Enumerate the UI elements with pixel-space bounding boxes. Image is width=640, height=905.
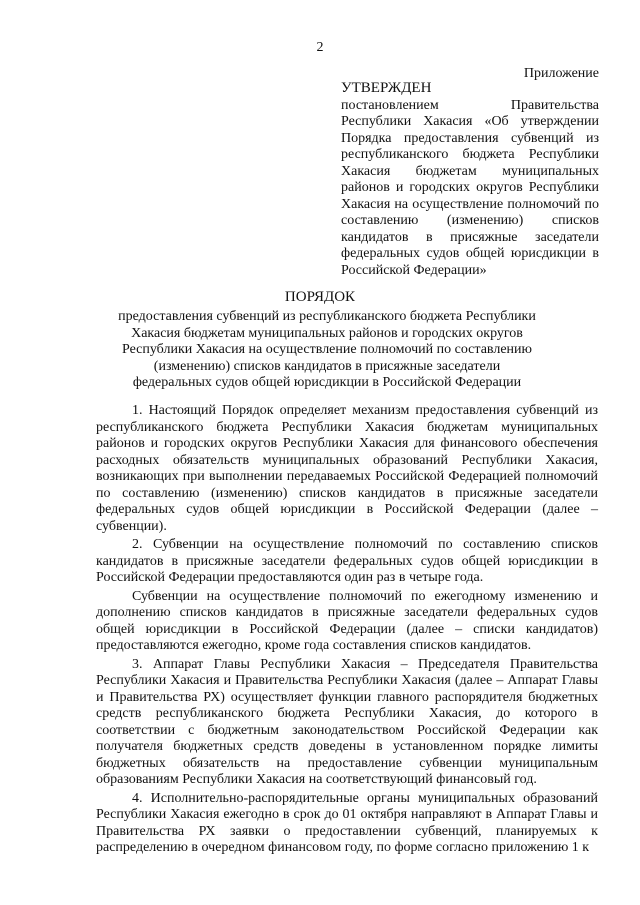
- paragraph-2-continued: Субвенции на осуществление полномочий по ежегодному изменению и дополнению списков кандидатов в присяжные заседатели федеральных судов общей юрисдикции в Российской Федерации (далее – списки кандидатов) предоставляются ежегодно, кроме года составления списков кандидатов.: [96, 588, 598, 653]
- appendix-label: Приложение: [523, 66, 599, 81]
- document-subtitle: предоставления субвенций из республиканского бюджета Республики Хакасия бюджетам муниципальных районов и городских округов Республики Хакасия на осуществление полномочий по составлению (изменению) списков кандидатов в присяжные заседатели федеральных судов общей юрисдикции в Российской Федерации: [118, 309, 536, 390]
- document-body: [96, 403, 598, 859]
- paragraph-3: 3. Аппарат Главы Республики Хакасия – Председателя Правительства Республики Хакасия и Правительства Республики Хакасия (далее – Аппарат Главы и Правительства РХ) осуществляет функции главного распорядителя бюджетных средств республиканского бюджета Республики Хакасия, до которого в соответствии с бюджетным законодательством Российской Федерации как получателя бюджетных средств доведены в установленном порядке лимиты бюджетных обязательств на предоставление субвенции муниципальным образованиям Республики Хакасия на соответствующий финансовый год.: [96, 656, 598, 787]
- paragraph-2: 2. Субвенции на осуществление полномочий по составлению списков кандидатов в присяжные заседатели федеральных судов общей юрисдикции в Российской Федерации предоставляются один раз в четыре года.: [96, 537, 598, 585]
- approval-title: УТВЕРЖДЕН: [341, 80, 432, 96]
- approval-block: [341, 80, 599, 279]
- paragraph-1: 1. Настоящий Порядок определяет механизм предоставления субвенций из республиканского бюджета Республики Хакасия бюджетам муниципальных районов и городских округов Республики Хакасия для финансового обеспечения расходных обязательств муниципальных образований Республики Хакасия, возникающих при выполнении передаваемых Российской Федерацией полномочий по составлению (изменению) списков кандидатов в присяжные заседатели федеральных судов общей юрисдикции в Российской Федерации (далее – субвенции).: [96, 403, 598, 534]
- page-number: 2: [316, 40, 324, 55]
- document-title: ПОРЯДОК: [284, 289, 356, 305]
- paragraph-4: 4. Исполнительно-распорядительные органы муниципальных образований Республики Хакасия ежегодно в срок до 01 октября направляют в Аппарат Главы и Правительства РХ заявки о предоставлении субвенций, планируемых к распределению в очередном финансовом году, по форме согласно приложению 1 к: [96, 790, 598, 855]
- approval-text: постановлением Правительства Республики Хакасия «Об утверждении Порядка предоставления субвенций из республиканского бюджета Республики Хакасия бюджетам муниципальных районов и городских округов Республики Хакасия на осуществление полномочий по составлению (изменению) списков кандидатов в присяжные заседатели федеральных судов общей юрисдикции в Российской Федерации»: [341, 97, 599, 278]
